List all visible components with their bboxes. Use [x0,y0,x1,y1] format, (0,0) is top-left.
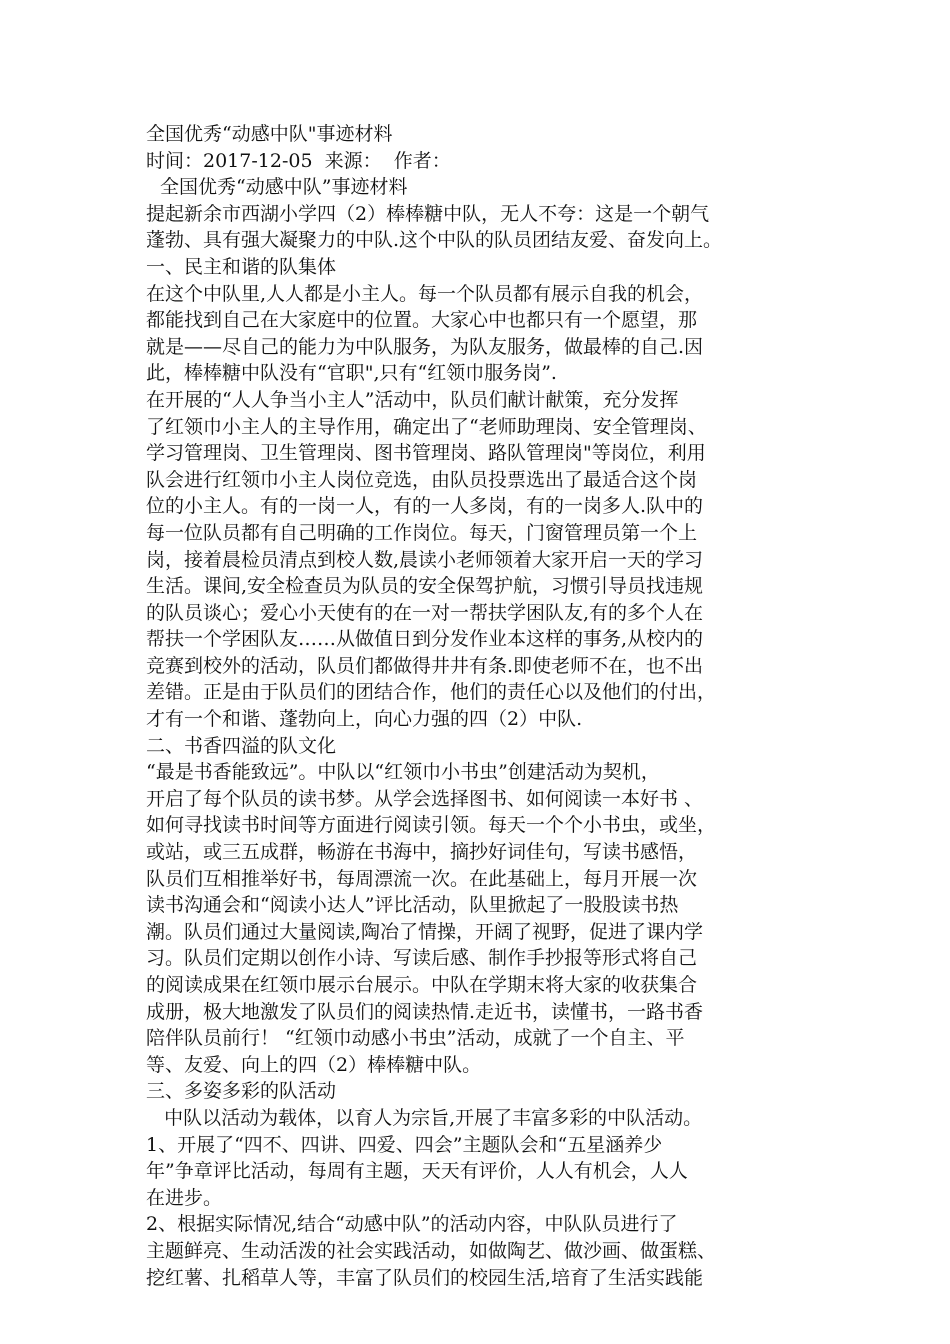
text-line: 一、民主和谐的队集体 [146,255,337,278]
text-line: 了红领巾小主人的主导作用，确定出了“老师助理岗、安全管理岗、 [146,415,707,438]
text-line: 此，棒棒糖中队没有“官职",只有“红领巾服务岗”. [146,362,557,385]
text-line: 生活。课间,安全检查员为队员的安全保驾护航，习惯引导员找违规 [146,575,704,598]
text-line: 提起新余市西湖小学四（2）棒棒糖中队，无人不夸：这是一个朝气 [146,202,710,225]
text-line: 2、根据实际情况,结合“动感中队”的活动内容，中队队员进行了 [146,1213,678,1236]
document-meta: 时间：2017-12-05 来源： 作者： [146,149,451,172]
text-line: 主题鲜亮、生动活泼的社会实践活动，如做陶艺、做沙画、做蛋糕、 [146,1239,717,1262]
text-line: 在开展的“人人争当小主人”活动中，队员们献计献策，充分发挥 [146,388,679,411]
text-line: 每一位队员都有自己明确的工作岗位。每天，门窗管理员第一个上 [146,521,698,544]
text-line: 二、书香四溢的队文化 [146,734,337,757]
text-line: 年”争章评比活动，每周有主题，天天有评价，人人有机会，人人 [146,1160,688,1183]
text-line: 陪伴队员前行！ “红领巾动感小书虫”活动，成就了一个自主、平 [146,1027,685,1050]
text-line: 都能找到自己在大家庭中的位置。大家心中也都只有一个愿望，那 [146,309,698,332]
text-line: 差错。正是由于队员们的团结合作，他们的责任心以及他们的付出， [146,681,717,704]
text-line: 在这个中队里,人人都是小主人。每一个队员都有展示自我的机会， [146,282,704,305]
text-line: 或站，或三五成群，畅游在书海中，摘抄好词佳句，写读书感悟， [146,841,698,864]
text-line: 岗，接着晨检员清点到校人数,晨读小老师领着大家开启一天的学习 [146,548,704,571]
text-line: 蓬勃、具有强大凝聚力的中队.这个中队的队员团结友爱、奋发向上。 [146,229,723,252]
text-line: 成册，极大地激发了队员们的阅读热情.走近书，读懂书，一路书香 [146,1000,704,1023]
text-line: 帮扶一个学困队友……从做值日到分发作业本这样的事务,从校内的 [146,628,704,651]
text-line: 中队以活动为载体，以育人为宗旨,开展了丰富多彩的中队活动。 [146,1106,703,1129]
text-line: 竞赛到校外的活动，队员们都做得井井有条.即使老师不在，也不出 [146,654,704,677]
text-line: 就是——尽自己的能力为中队服务，为队友服务，做最棒的自己.因 [146,335,704,358]
text-line: 如何寻找读书时间等方面进行阅读引领。每天一个个小书虫，或坐， [146,814,717,837]
text-line: “最是书香能致远”。中队以“红领巾小书虫”创建活动为契机， [146,761,660,784]
text-line: 挖红薯、扎稻草人等，丰富了队员们的校园生活,培育了生活实践能 [146,1266,704,1289]
document-text [146,201,826,1291]
text-line: 学习管理岗、卫生管理岗、图书管理岗、路队管理岗"等岗位，利用 [146,442,706,465]
text-line: 才有一个和谐、蓬勃向上，向心力强的四（2）中队. [146,708,583,731]
text-line: 的阅读成果在红领巾展示台展示。中队在学期末将大家的收获集合 [146,974,698,996]
text-line: 队会进行红领巾小主人岗位竞选，由队员投票选出了最适合这个岗 [146,468,698,491]
text-line: 1、开展了“四不、四讲、四爱、四会”主题队会和“五星涵养少 [146,1133,663,1156]
text-line: 的队员谈心；爱心小天使有的在一对一帮扶学困队友,有的多个人在 [146,601,704,624]
text-line: 等、友爱、向上的四（2）棒棒糖中队。 [146,1053,482,1076]
text-line: 开启了每个队员的读书梦。从学会选择图书、如何阅读一本好书 、 [146,787,704,810]
text-line: 潮。队员们通过大量阅读,陶冶了情操，开阔了视野，促进了课内学 [146,920,704,943]
text-line: 在进步。 [146,1186,223,1209]
document-body [146,121,826,1291]
text-line: 位的小主人。有的一岗一人，有的一人多岗，有的一岗多人.队中的 [146,495,704,518]
text-line: 读书沟通会和“阅读小达人”评比活动，队里掀起了一股股读书热 [146,894,679,917]
document-subtitle: 全国优秀“动感中队”事迹材料 [154,176,408,199]
text-line: 习。队员们定期以创作小诗、写读后感、制作手抄报等形式将自己 [146,947,698,970]
document-title: 全国优秀“动感中队"事迹材料 [146,123,393,145]
text-line: 队员们互相推举好书，每周漂流一次。在此基础上，每月开展一次 [146,867,698,890]
text-line: 三、多姿多彩的队活动 [146,1080,337,1103]
